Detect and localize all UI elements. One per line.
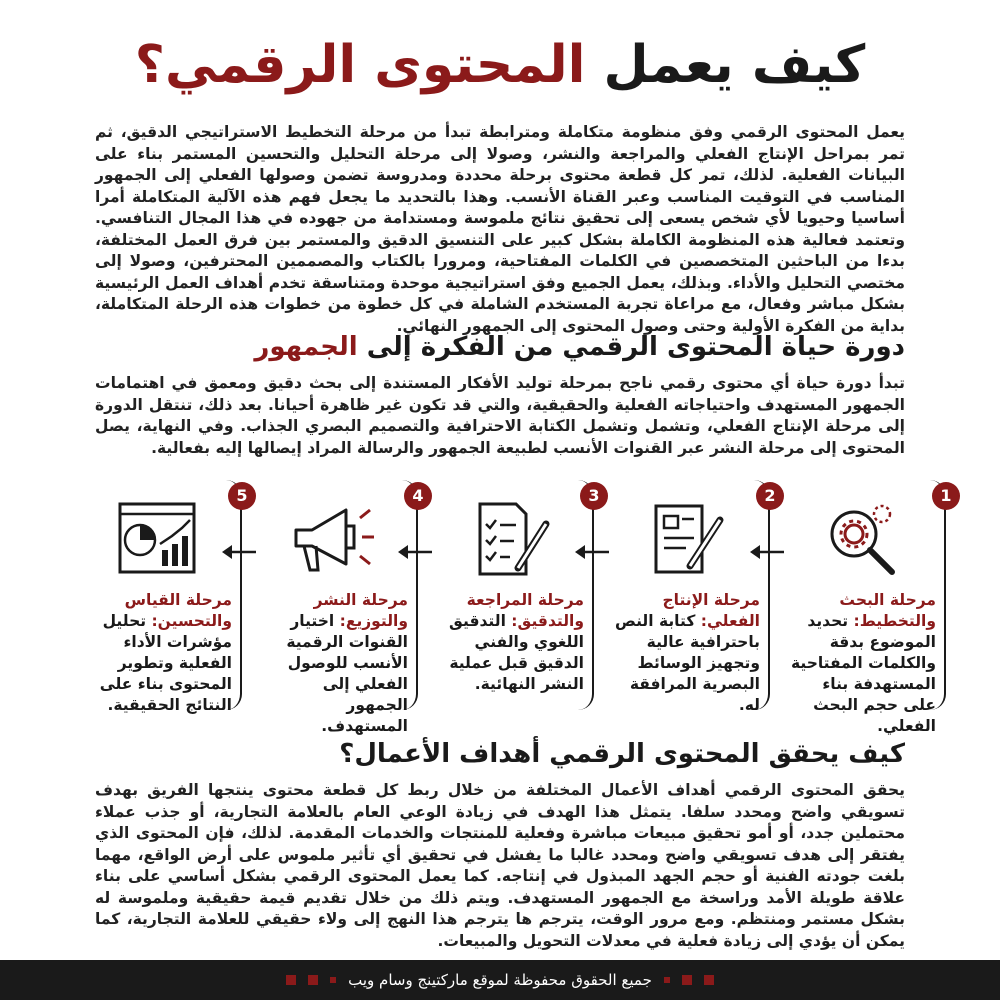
- step-review: [434, 480, 600, 710]
- step-number-badge: 3: [580, 482, 608, 510]
- footer-square-icon: [682, 975, 692, 985]
- step-text: [82, 590, 232, 716]
- footer-square-icon: [664, 977, 670, 983]
- footer: [0, 960, 1000, 1000]
- step-description: التدقيق اللغوي والفني الدقيق قبل عملية النشر النهائية.: [449, 612, 584, 693]
- footer-square-icon: [308, 975, 318, 985]
- step-production: [610, 480, 776, 714]
- checklist-pen-icon: [464, 500, 554, 580]
- step-research: [786, 480, 952, 735]
- lifecycle-heading-prefix: دورة حياة المحتوى الرقمي من الفكرة إلى: [357, 332, 905, 362]
- step-text: [258, 590, 408, 737]
- analytics-chart-icon: [112, 500, 202, 580]
- step-number-badge: 2: [756, 482, 784, 510]
- footer-copyright: جميع الحقوق محفوظة لموقع ماركتينج وسام ويب: [348, 971, 652, 989]
- step-description: تحديد الموضوع بدقة والكلمات المفتاحية المستهدفة بناء على حجم البحث الفعلي.: [790, 612, 936, 735]
- step-title: مرحلة الإنتاج الفعلي:: [662, 591, 760, 630]
- goals-heading: كيف يحقق المحتوى الرقمي أهداف الأعمال؟: [339, 739, 905, 769]
- step-title: مرحلة القياس والتحسين:: [124, 591, 232, 630]
- step-description: كتابة النص باحترافية عالية وتجهيز الوسائط البصرية المرافقة له.: [614, 612, 760, 714]
- step-number-badge: 4: [404, 482, 432, 510]
- step-number-badge: 5: [228, 482, 256, 510]
- title-prefix: كيف يعمل: [585, 35, 866, 95]
- lifecycle-heading-highlight: الجمهور: [254, 332, 358, 362]
- footer-square-icon: [704, 975, 714, 985]
- lifecycle-heading: [95, 330, 905, 364]
- lifecycle-paragraph: تبدأ دورة حياة أي محتوى رقمي ناجح بمرحلة توليد الأفكار المستندة إلى بحث دقيق ومعمق في اهتمامات الجمهور المستهدف واحتياجاته الفعلية والحقيقية، والتي قد تكون غير ظاهرة أحيانا. بعد ذلك، تنتقل الدورة إلى مرحلة الإنتاج الفعلي، وتشمل وتشمل الكتابة الاحترافية والتصميم البصري الجذاب. وفي النهاية، يصل المحتوى إلى مرحلة النشر عبر القنوات الأنسب لطبيعة الجمهور والرسالة المراد إيصالها إليه بفعالية.: [95, 374, 905, 457]
- footer-square-icon: [286, 975, 296, 985]
- magnifier-gear-icon: [816, 500, 906, 580]
- megaphone-icon: [288, 500, 378, 580]
- intro-paragraph: يعمل المحتوى الرقمي وفق منظومة متكاملة ومترابطة تبدأ من مرحلة التخطيط الاستراتيجي الدقيق، ثم تمر بمراحل الإنتاج الفعلي والمراجعة والنشر، وصولا إلى مرحلة التحليل والتحسين المستمر بناء على البيانات الفعلية. لذلك، تمر كل قطعة محتوى برحلة محددة ومدروسة تضمن وصولها الفعلي إلى الجمهور المناسب في التوقيت المناسب وعبر القناة الأنسب. وهذا بالتحديد ما يجعل فهم هذه الآلية المتكاملة أمرا أساسيا وحيويا لأي شخص يسعى إلى تحقيق نتائج ملموسة ومستدامة من جهوده في هذا المجال التنافسي. وتعتمد فعالية هذه المنظومة الكاملة بشكل كبير على التنسيق الدقيق والمستمر بين فرق العمل المختلفة، بدءا من الباحثين المتخصصين في الكلمات المفتاحية، ومرورا بالكتاب والمصممين المحترفين، وصولا إلى مختصي التحليل والأداء. وبذلك، يعمل الجميع وفق استراتيجية موحدة ومتناسقة تخدم أهداف العمل الرئيسية بشكل مباشر وفعال، مع مراعاة تجربة المستخدم الشاملة في كل خطوة من خطوات هذه الرحلة المتكاملة، بداية من الفكرة الأولية وحتى وصول المحتوى إلى الجمهور النهائي.: [95, 123, 905, 335]
- step-measurement: [82, 480, 248, 714]
- page-title: [0, 30, 1000, 100]
- document-pen-icon: [640, 500, 730, 580]
- step-title: مرحلة المراجعة والتدقيق:: [466, 591, 584, 630]
- lifecycle-steps: [40, 480, 960, 735]
- step-title: مرحلة النشر والتوزيع:: [313, 591, 408, 630]
- title-highlight: المحتوى الرقمي؟: [134, 35, 586, 95]
- step-description: اختيار القنوات الرقمية الأنسب للوصول الفعلي إلى الجمهور المستهدف.: [286, 612, 408, 735]
- step-title: مرحلة البحث والتخطيط:: [839, 591, 936, 630]
- footer-square-icon: [330, 977, 336, 983]
- step-description: تحليل مؤشرات الأداء الفعلية وتطوير المحتوى بناء على النتائج الحقيقية.: [99, 612, 232, 714]
- goals-paragraph: يحقق المحتوى الرقمي أهداف الأعمال المختلفة من خلال ربط كل قطعة محتوى ينتجها الفريق بهدف تسويقي واضح ومحدد سلفا. يتمثل هذا الهدف في زيادة الوعي العام بالعلامة التجارية، أو جذب عملاء محتملين جدد، أو أمو تحقيق مبيعات مباشرة وفعلية للمنتجات والخدمات المقدمة. لذلك، فإن المحتوى الذي يفتقر إلى هدف تسويقي واضح ومحدد غالبا ما يفشل في تحقيق أي تأثير ملموس على أرض الواقع، مهما بلغت جودته الفنية أو حجم الجهد المبذول في إنتاجه. كما يعمل المحتوى الرقمي بشكل أساسي على بناء علاقة طويلة الأمد وراسخة مع الجمهور المستهدف. ويتم ذلك من خلال تقديم قيمة حقيقية وملموسة له بشكل مستمر ومنتظم. ومع مرور الوقت، يترجم ها يترجم هذا النهج إلى ولاء حقيقي للعلامة التجارية، كما يمكن أن يؤدي إلى زيادة فعلية في معدلات التحويل والمبيعات.: [95, 781, 905, 950]
- step-text: [434, 590, 584, 695]
- step-distribution: [258, 480, 424, 735]
- step-text: [786, 590, 936, 737]
- step-number-badge: 1: [932, 482, 960, 510]
- step-text: [610, 590, 760, 716]
